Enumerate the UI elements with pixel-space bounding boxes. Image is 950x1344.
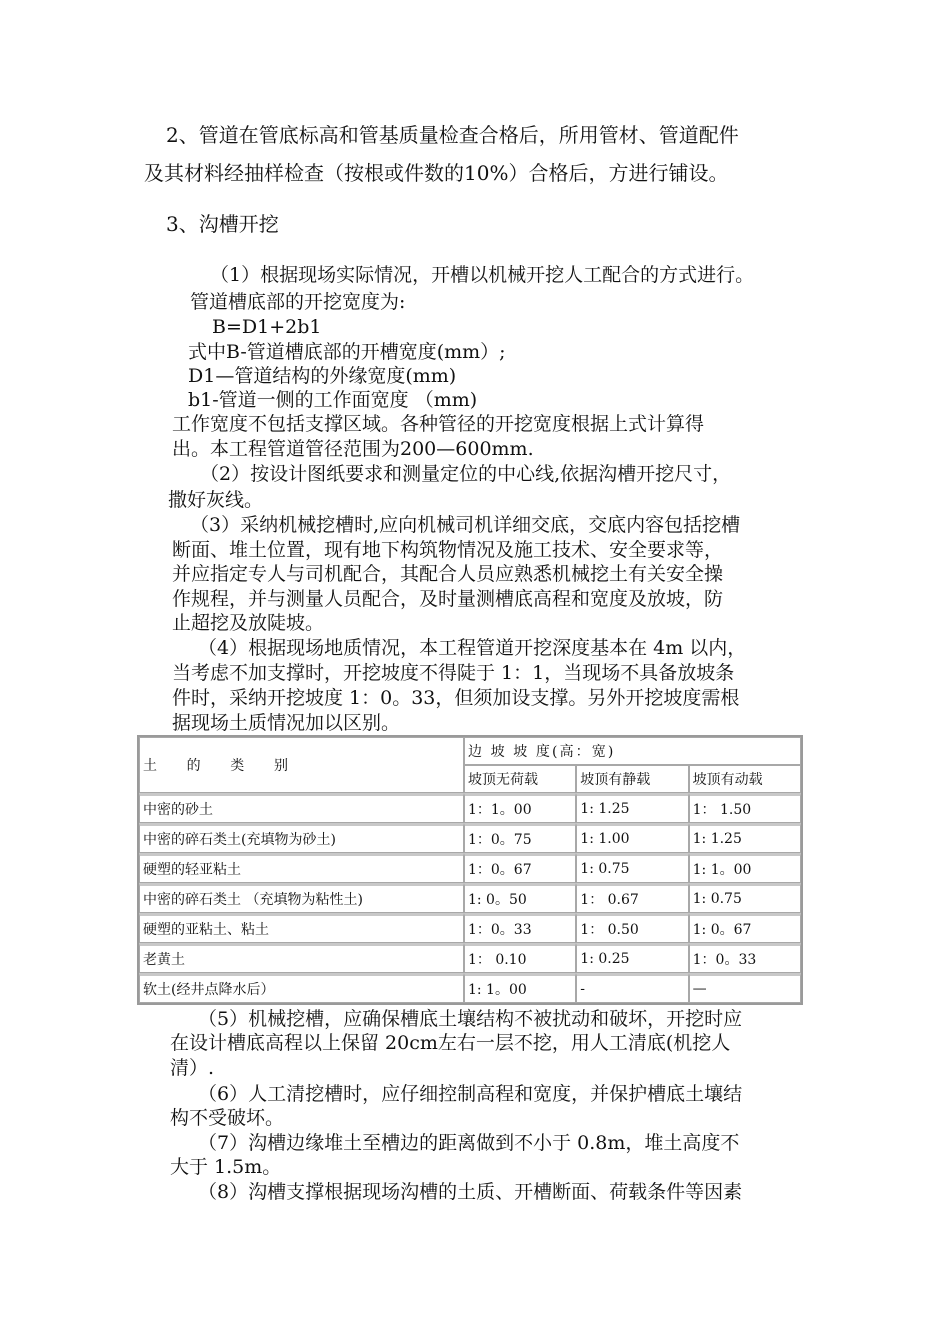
- item-6-line-1: （6）人工清挖槽时，应仔细控制高程和宽度，并保护槽底土壤结: [198, 1083, 743, 1105]
- slope-table: [137, 735, 803, 1005]
- table-row: [139, 823, 801, 853]
- item-1-line-1: （1）根据现场实际情况，开槽以机械开挖人工配合的方式进行。: [210, 264, 755, 286]
- definition-d1: D1—管道结构的外缘宽度(mm): [188, 365, 457, 387]
- value-cell: 1： 1.50: [689, 793, 801, 823]
- soil-cell: 软土(经井点降水后）: [139, 973, 464, 1003]
- item-3-line-1: （3）采纳机械挖槽时,应向机械司机详细交底，交底内容包括挖槽: [190, 514, 741, 536]
- table-row: [139, 793, 801, 823]
- value-cell: 1: 1.00: [576, 823, 688, 853]
- item-4-line-1: （4）根据现场地质情况，本工程管道开挖深度基本在 4m 以内，: [198, 637, 747, 659]
- item-4-line-4: 据现场土质情况加以区别。: [172, 712, 401, 734]
- table-header-row: [139, 737, 801, 765]
- subheader-dynamic-load: 坡顶有动载: [689, 765, 801, 793]
- value-cell: 1: 0。67: [689, 913, 801, 943]
- item-6-line-2: 构不受破坏。: [170, 1107, 285, 1129]
- value-cell: 1：0。33: [689, 943, 801, 973]
- item-7-line-1: （7）沟槽边缘堆土至槽边的距离做到不小于 0.8m，堆土高度不: [198, 1132, 740, 1154]
- value-cell: 1: 0.75: [576, 853, 688, 883]
- item-7-line-2: 大于 1.5m。: [170, 1156, 282, 1178]
- value-cell: 1：0。67: [464, 853, 576, 883]
- value-cell: -: [576, 973, 688, 1003]
- item-8-line-1: （8）沟槽支撑根据现场沟槽的土质、开槽断面、荷载条件等因素: [198, 1181, 743, 1203]
- soil-cell: 中密的碎石类土(充填物为砂土): [139, 823, 464, 853]
- item-1-line-2: 管道槽底部的开挖宽度为:: [190, 291, 406, 313]
- table-row: [139, 913, 801, 943]
- value-cell: 1: 0.25: [576, 943, 688, 973]
- value-cell: 1： 0.67: [576, 883, 688, 913]
- para-2-line-1: 2、管道在管底标高和管基质量检查合格后，所用管材、管道配件: [166, 123, 739, 147]
- header-soil-type: 土 的 类 别: [139, 737, 464, 793]
- item-5-line-3: 清）.: [170, 1057, 215, 1079]
- item-3-line-4: 作规程，并与测量人员配合，及时量测槽底高程和宽度及放坡，防: [172, 588, 724, 610]
- item-3-line-5: 止超挖及放陡坡。: [172, 612, 325, 634]
- item-2-line-2: 撒好灰线。: [168, 489, 264, 511]
- soil-cell: 硬塑的亚粘土、粘土: [139, 913, 464, 943]
- subheader-static-load: 坡顶有静载: [576, 765, 688, 793]
- header-slope-group: 边 坡 坡 度(高：宽): [464, 737, 801, 765]
- work-width-line-1: 工作宽度不包括支撑区域。各种管径的开挖宽度根据上式计算得: [172, 413, 705, 435]
- item-2-line-1: （2）按设计图纸要求和测量定位的中心线,依据沟槽开挖尺寸，: [200, 463, 732, 485]
- table-row: [139, 853, 801, 883]
- subheader-no-load: 坡顶无荷载: [464, 765, 576, 793]
- value-cell: 1： 0.50: [576, 913, 688, 943]
- para-2-line-2: 及其材料经抽样检查（按根或件数的10%）合格后，方进行铺设。: [144, 161, 729, 185]
- value-cell: 1: 0。50: [464, 883, 576, 913]
- soil-cell: 中密的砂土: [139, 793, 464, 823]
- work-width-line-2: 出。本工程管道管径范围为200—600mm.: [172, 438, 534, 460]
- value-cell: 1： 0.10: [464, 943, 576, 973]
- item-5-line-1: （5）机械挖槽，应确保槽底土壤结构不被扰动和破坏，开挖时应: [198, 1008, 743, 1030]
- value-cell: 1: 0.75: [689, 883, 801, 913]
- item-4-line-3: 件时，采纳开挖坡度 1：0。33，但须加设支撑。另外开挖坡度需根: [172, 687, 740, 709]
- value-cell: 1：1。00: [464, 793, 576, 823]
- item-3-line-2: 断面、堆土位置，现有地下构筑物情况及施工技术、安全要求等，: [172, 539, 724, 561]
- item-3-line-3: 并应指定专人与司机配合，其配合人员应熟悉机械挖土有关安全操: [172, 563, 724, 585]
- formula: B=D1+2b1: [212, 316, 322, 338]
- table-row: [139, 943, 801, 973]
- value-cell: —: [689, 973, 801, 1003]
- definition-b1: b1-管道一侧的工作面宽度 （mm): [188, 389, 478, 411]
- soil-cell: 硬塑的轻亚粘土: [139, 853, 464, 883]
- item-4-line-2: 当考虑不加支撑时，开挖坡度不得陡于 1：1，当现场不具备放坡条: [172, 662, 735, 684]
- table-row: [139, 973, 801, 1003]
- value-cell: 1: 1。00: [689, 853, 801, 883]
- item-5-line-2: 在设计槽底高程以上保留 20cm左右一层不挖，用人工清底(机挖人: [170, 1032, 731, 1054]
- table-row: [139, 883, 801, 913]
- soil-cell: 中密的碎石类土 （充填物为粘性土): [139, 883, 464, 913]
- value-cell: 1：0。33: [464, 913, 576, 943]
- soil-cell: 老黄土: [139, 943, 464, 973]
- section-3-heading: 3、沟槽开挖: [166, 212, 279, 236]
- value-cell: 1: 1.25: [689, 823, 801, 853]
- value-cell: 1：0。75: [464, 823, 576, 853]
- value-cell: 1: 1。00: [464, 973, 576, 1003]
- value-cell: 1: 1.25: [576, 793, 688, 823]
- definition-b: 式中B-管道槽底部的开槽宽度(mm）;: [188, 341, 506, 363]
